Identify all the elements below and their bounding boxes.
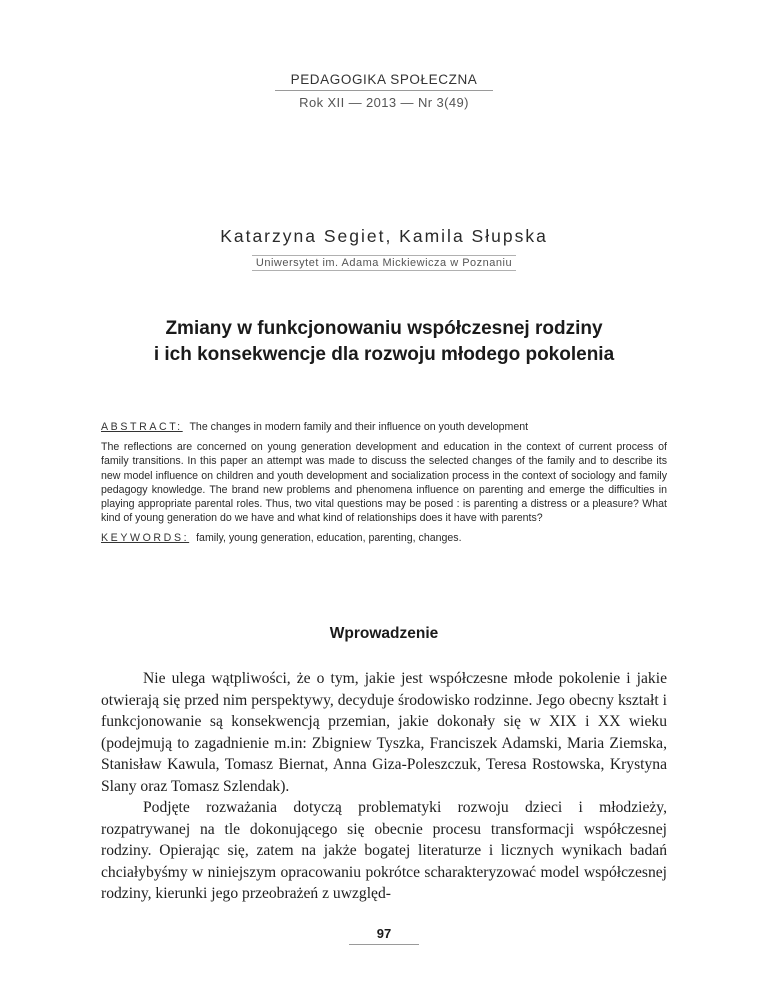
- abstract-label: ABSTRACT:: [101, 421, 183, 433]
- page-number-text: 97: [376, 926, 392, 941]
- affiliation-text: Uniwersytet im. Adama Mickiewicza w Poznaniu: [252, 255, 516, 271]
- title-line-1: Zmiany w funkcjonowaniu współczesnej rodziny: [165, 318, 603, 339]
- article-title: [0, 316, 768, 368]
- abstract-heading: The changes in modern family and their influence on youth development: [189, 421, 529, 433]
- abstract: [101, 420, 667, 546]
- paragraph: Podjęte rozważania dotyczą problematyki rozwoju dzieci i młodzieży, rozpatrywanej na tle dokonującego się obecnie procesu transformacji współczesnej rodziny. Opierając się, zatem na jakże bogatej literaturze i licznych wynikach badań chciałybyśmy w niniejszym opracowaniu pokrótce scharakteryzować model współczesnej rodziny, kierunki jego przeobrażeń z uwzględ-: [101, 799, 667, 902]
- journal-name: PEDAGOGIKA SPOŁECZNA: [290, 72, 478, 87]
- section-heading: Wprowadzenie: [329, 625, 439, 642]
- journal-divider: [275, 90, 493, 91]
- affiliation: [0, 255, 768, 271]
- abstract-body: The reflections are concerned on young generation development and education in the context of current process of family transitions. In this paper an attempt was made to discuss the selected changes of the family and to describe its new model influence on children and youth development and socialization process in the context of sociology and family pedagogy knowledge. The brand new problems and phenomena influence on parenting and emerge the difficulties in playing appropriate parental roles. Thus, two vital questions may be posed : is parenting a distress or a pleasure? What kind of young generation do we have and what kind of relationships does it have with parents?: [101, 441, 667, 525]
- page-number-divider: [349, 944, 419, 945]
- journal-header: [0, 72, 768, 110]
- title-line-2: i ich konsekwencje dla rozwoju młodego pokolenia: [153, 344, 615, 365]
- abstract-heading-line: [101, 420, 667, 434]
- keywords-label: KEYWORDS:: [101, 532, 190, 545]
- page-number: [0, 926, 768, 945]
- body-text: [101, 668, 667, 905]
- journal-issue: Rok XII — 2013 — Nr 3(49): [299, 95, 469, 110]
- paragraph: Nie ulega wątpliwości, że o tym, jakie jest współczesne młode pokolenie i jakie otwierają się przed nim perspektywy, decyduje środowisko rodzinne. Jego obecny kształt i funkcjonowanie są konsekwencją przemian, jakie dokonały się w XIX i XX wieku (podejmują to zagadnienie m.in: Zbigniew Tyszka, Franciszek Adamski, Maria Ziemska, Stanisław Kawula, Tomasz Biernat, Anna Giza-Poleszczuk, Teresa Rostowska, Krystyna Slany oraz Tomasz Szlendak).: [101, 670, 667, 795]
- keywords-line: [101, 531, 667, 545]
- authors: Katarzyna Segiet, Kamila Słupska: [220, 226, 548, 246]
- keywords: family, young generation, education, parenting, changes.: [196, 532, 462, 545]
